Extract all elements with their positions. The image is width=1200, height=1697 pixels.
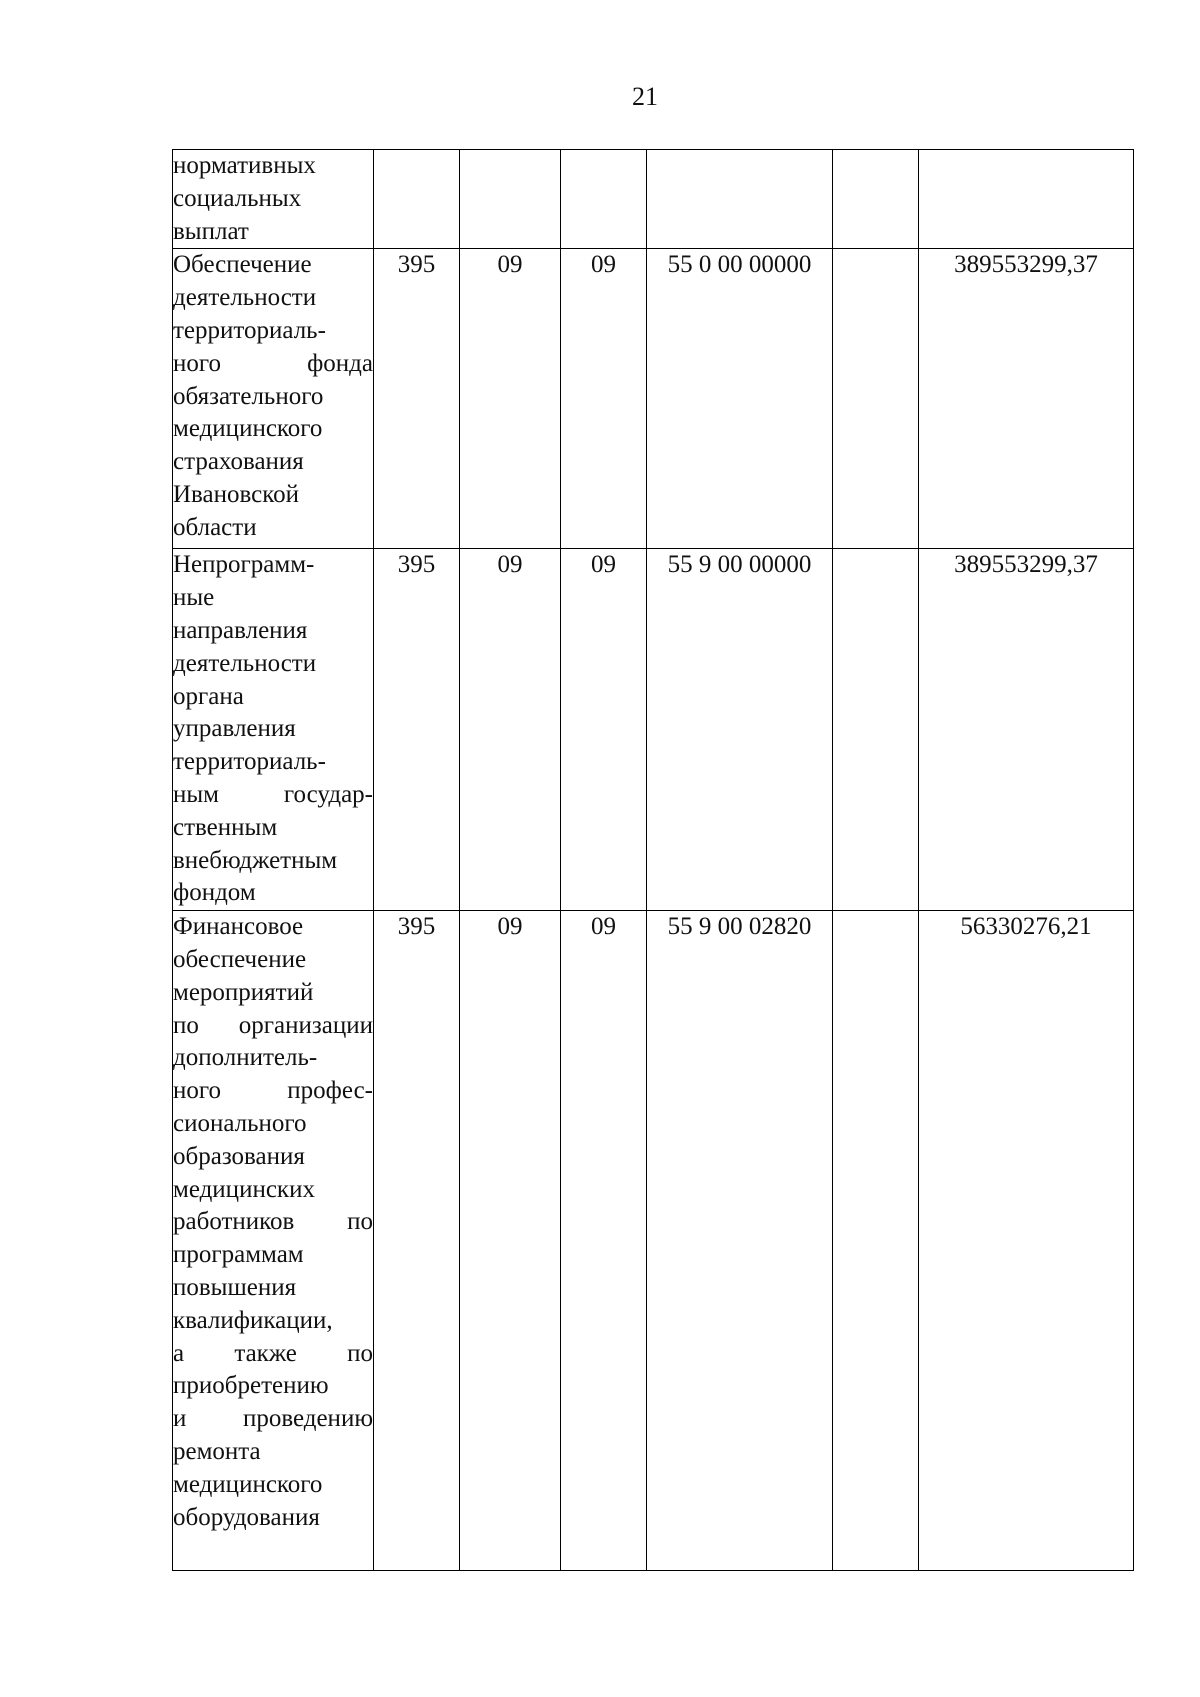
cell-amount: 389553299,37 <box>919 249 1134 549</box>
cell-target-article: 55 0 00 00000 <box>647 249 833 549</box>
name-line: Ивановской <box>173 480 300 508</box>
name-line: социальных <box>173 184 302 212</box>
name-line: области <box>173 513 257 541</box>
name-line: а также по <box>173 1339 373 1367</box>
table-row <box>173 911 1134 1571</box>
name-line: направления <box>173 616 308 644</box>
cell-expense-type <box>833 249 919 549</box>
name-line: ные <box>173 584 215 612</box>
name-line: Непрограмм- <box>173 551 315 579</box>
name-line: нормативных <box>173 152 316 179</box>
name-line: по организации <box>173 1011 373 1039</box>
cell-name <box>173 549 374 911</box>
name-line: управления <box>173 715 296 743</box>
cell-amount: 389553299,37 <box>919 549 1134 911</box>
cell-name <box>173 150 374 249</box>
name-line: медицинского <box>173 415 323 443</box>
name-line: повышения <box>173 1273 297 1301</box>
cell-name <box>173 911 374 1571</box>
cell-subsection <box>561 150 647 249</box>
budget-table <box>172 149 1134 1571</box>
name-line: медицинских <box>173 1175 315 1203</box>
name-line: квалификации, <box>173 1306 333 1334</box>
name-line: и проведению <box>173 1405 373 1433</box>
name-line: ным государ- <box>173 780 373 808</box>
table-row <box>173 549 1134 911</box>
name-line: деятельности <box>173 649 317 677</box>
name-line: работников по <box>173 1208 373 1236</box>
name-line: оборудования <box>173 1503 320 1531</box>
name-line: ственным <box>173 813 278 841</box>
cell-section: 09 <box>460 549 561 911</box>
cell-section: 09 <box>460 911 561 1571</box>
name-line: страхования <box>173 448 304 476</box>
cell-target-article: 55 9 00 02820 <box>647 911 833 1571</box>
cell-subsection: 09 <box>561 549 647 911</box>
name-line: программам <box>173 1241 304 1269</box>
cell-gls: 395 <box>374 911 460 1571</box>
name-line: фондом <box>173 879 256 907</box>
name-line: обязательного <box>173 382 324 410</box>
name-line: ного профес- <box>173 1077 373 1105</box>
cell-expense-type <box>833 549 919 911</box>
cell-section <box>460 150 561 249</box>
cell-section: 09 <box>460 249 561 549</box>
cell-target-article: 55 9 00 00000 <box>647 549 833 911</box>
cell-amount: 56330276,21 <box>919 911 1134 1571</box>
name-line: образования <box>173 1142 305 1170</box>
cell-target-article <box>647 150 833 249</box>
name-line: обеспечение <box>173 945 307 973</box>
name-line: выплат <box>173 217 249 245</box>
cell-gls: 395 <box>374 249 460 549</box>
name-line: ремонта <box>173 1437 261 1465</box>
name-line: органа <box>173 682 244 710</box>
cell-subsection: 09 <box>561 911 647 1571</box>
name-line: приобретению <box>173 1372 329 1400</box>
name-line: Финансовое <box>173 913 304 941</box>
cell-expense-type <box>833 150 919 249</box>
name-line: ного фонда <box>173 349 373 377</box>
name-line: внебюджетным <box>173 846 338 874</box>
name-line: мероприятий <box>173 978 314 1006</box>
name-line: медицинского <box>173 1470 323 1498</box>
table-row <box>173 249 1134 549</box>
name-line: дополнитель- <box>173 1044 318 1072</box>
cell-expense-type <box>833 911 919 1571</box>
cell-gls <box>374 150 460 249</box>
name-line: территориаль- <box>173 316 326 344</box>
cell-amount <box>919 150 1134 249</box>
cell-subsection: 09 <box>561 249 647 549</box>
name-line: территориаль- <box>173 748 326 776</box>
name-line: сионального <box>173 1109 307 1137</box>
cell-name <box>173 249 374 549</box>
page-number: 21 <box>632 82 658 111</box>
cell-gls: 395 <box>374 549 460 911</box>
name-line: Обеспечение <box>173 251 312 279</box>
table-row <box>173 150 1134 249</box>
name-line: деятельности <box>173 284 317 312</box>
